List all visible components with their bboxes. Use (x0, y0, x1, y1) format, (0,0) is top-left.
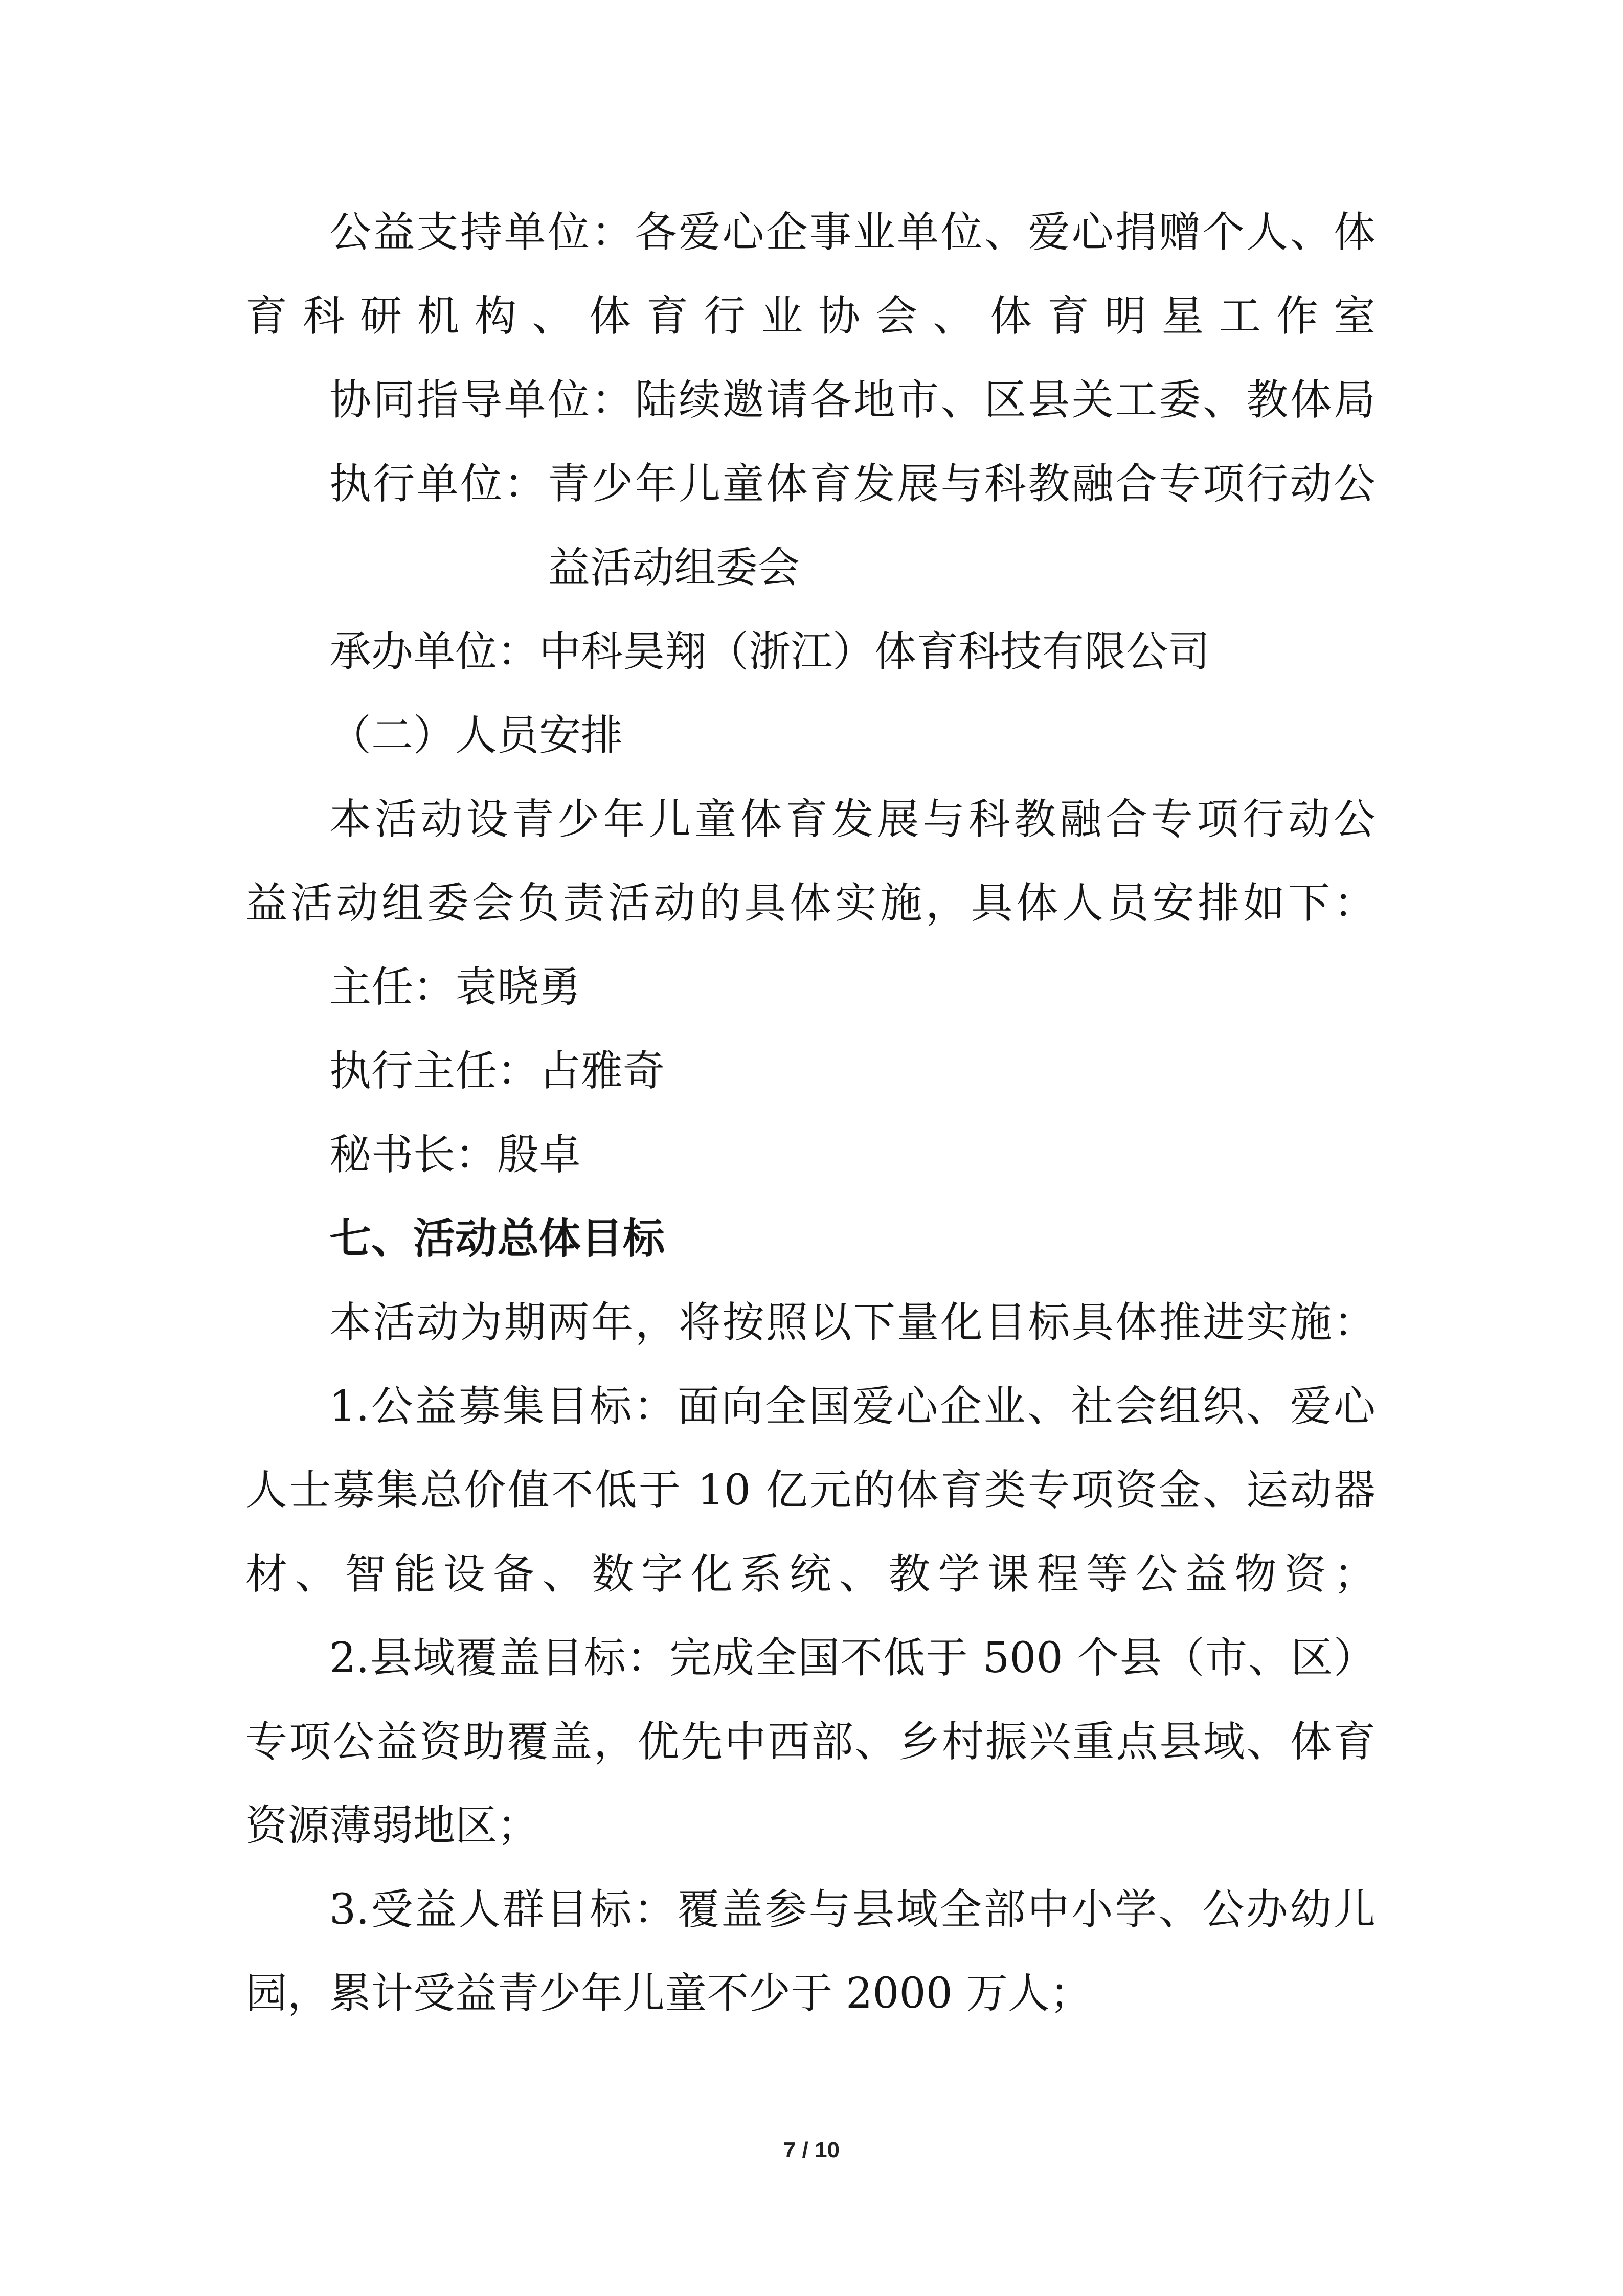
text-line: 园，累计受益青少年儿童不少于 2000 万人； (245, 1969, 1092, 2018)
text-line: 主任：袁晓勇 (329, 963, 581, 1011)
text-line: 本活动为期两年，将按照以下量化目标具体推进实施： (329, 1298, 1376, 1347)
text-line: 公益支持单位：各爱心企事业单位、爱心捐赠个人、体 (329, 208, 1376, 257)
text-line: 本活动设青少年儿童体育发展与科教融合专项行动公 (329, 795, 1376, 844)
section-subheading: （二）人员安排 (329, 711, 623, 760)
text-line: 育科研机构、体育行业协会、体育明星工作室 (245, 292, 1376, 341)
section-heading: 七、活动总体目标 (329, 1214, 665, 1263)
text-line: 3.受益人群目标：覆盖参与县域全部中小学、公办幼儿 (329, 1885, 1376, 1934)
text-line: 益活动组委会 (548, 544, 800, 592)
text-line: 1.公益募集目标：面向全国爱心企业、社会组织、爱心 (329, 1382, 1376, 1431)
text-line: 执行单位：青少年儿童体育发展与科教融合专项行动公 (329, 460, 1376, 508)
text-line: 协同指导单位：陆续邀请各地市、区县关工委、教体局 (329, 376, 1376, 424)
page-number: 7 / 10 (783, 2137, 840, 2163)
text-line: 资源薄弱地区； (245, 1802, 539, 1850)
text-line: 益活动组委会负责活动的具体实施，具体人员安排如下： (245, 879, 1376, 928)
text-line: 2.县域覆盖目标：完成全国不低于 500 个县（市、区） (329, 1634, 1376, 1682)
text-line: 人士募集总价值不低于 10 亿元的体育类专项资金、运动器 (245, 1466, 1376, 1515)
text-line: 秘书长：殷卓 (329, 1131, 581, 1179)
text-line: 材、智能设备、数字化系统、教学课程等公益物资； (245, 1550, 1376, 1599)
text-line: 执行主任：占雅奇 (329, 1047, 665, 1095)
text-line: 承办单位：中科昊翔（浙江）体育科技有限公司 (329, 627, 1210, 676)
text-line: 专项公益资助覆盖，优先中西部、乡村振兴重点县域、体育 (245, 1718, 1376, 1766)
